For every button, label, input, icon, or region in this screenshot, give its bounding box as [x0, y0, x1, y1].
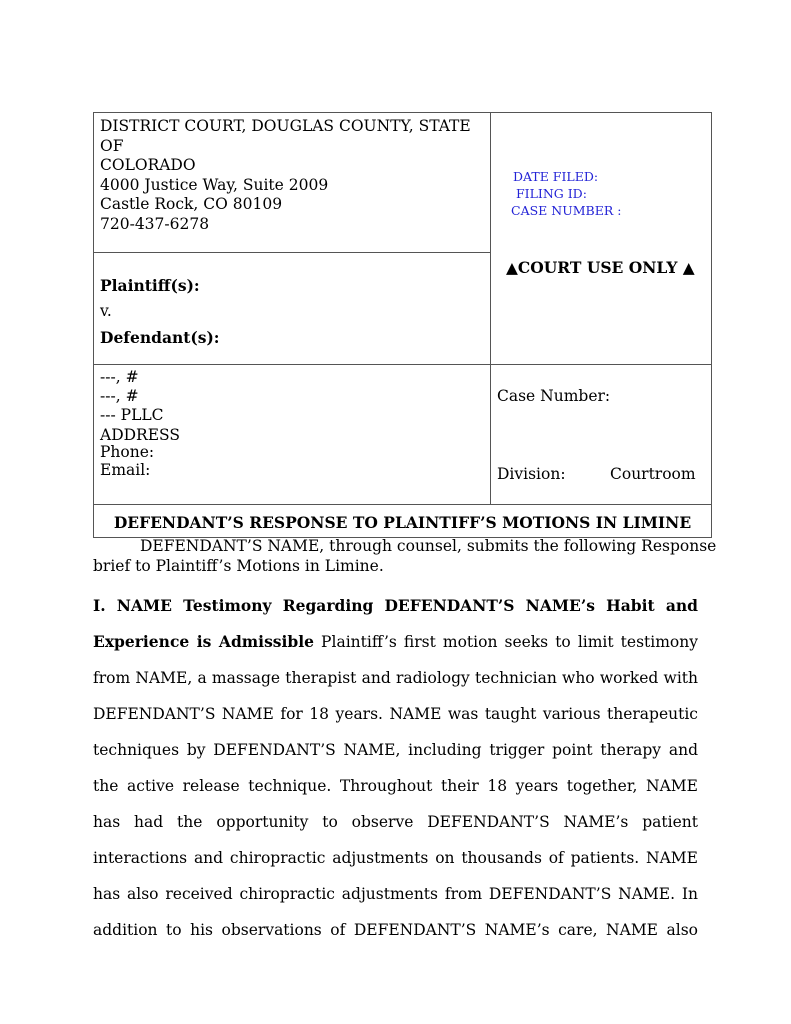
section-heading-line-1: I. NAME Testimony Regarding DEFENDANT’S NAME’s Habit and	[93, 596, 698, 615]
paragraph-line-5: has had the opportunity to observe DEFENDANT’S NAME’s patient	[93, 813, 698, 831]
paragraph-line-8: addition to his observations of DEFENDANT’S NAME’s care, NAME also	[93, 921, 698, 939]
caption-row-divider-3	[94, 504, 711, 505]
attorney-address: ADDRESS	[100, 425, 180, 444]
section-heading-rest: Plaintiff’s first motion seeks to limit testimony	[314, 633, 698, 651]
attorney-email: Email:	[100, 461, 151, 479]
case-number-label: Case Number:	[497, 387, 611, 405]
court-use-only: ▲COURT USE ONLY ▲	[506, 258, 695, 277]
attorney-phone: Phone:	[100, 443, 155, 461]
document-title: DEFENDANT’S RESPONSE TO PLAINTIFF’S MOTIONS IN LIMINE	[113, 513, 692, 532]
court-phone: 720-437-6278	[100, 214, 210, 233]
paragraph-line-6: interactions and chiropractic adjustments on thousands of patients. NAME	[93, 849, 698, 867]
section-heading-line-2	[93, 632, 698, 668]
court-line-1: DISTRICT COURT, DOUGLAS COUNTY, STATE	[100, 117, 471, 135]
versus: v.	[100, 302, 112, 320]
paragraph-line-1: from NAME, a massage therapist and radiology technician who worked with	[93, 669, 698, 687]
attorney-line-2: ---, #	[100, 387, 139, 405]
court-city: Castle Rock, CO 80109	[100, 195, 283, 213]
attorney-line-1: ---, #	[100, 368, 139, 386]
court-line-3: COLORADO	[100, 156, 196, 174]
caption-row-divider-2	[94, 364, 711, 365]
section-heading-bold: Experience is Admissible	[93, 632, 314, 651]
intro-line-1: DEFENDANT’S NAME, through counsel, submits the following Response	[140, 537, 717, 555]
court-address: 4000 Justice Way, Suite 2009	[100, 175, 329, 194]
filing-id-label: FILING ID:	[516, 186, 587, 201]
defendant-label: Defendant(s):	[100, 328, 220, 347]
plaintiff-label: Plaintiff(s):	[100, 276, 200, 295]
court-line-2: OF	[100, 136, 124, 155]
caption-column-divider	[490, 113, 491, 504]
case-number-stamp-label: CASE NUMBER :	[511, 203, 622, 218]
paragraph-line-3: techniques by DEFENDANT’S NAME, including trigger point therapy and	[93, 741, 698, 759]
attorney-firm: --- PLLC	[100, 406, 164, 424]
case-caption-table	[93, 112, 712, 538]
paragraph-line-7: has also received chiropractic adjustments from DEFENDANT’S NAME. In	[93, 885, 698, 903]
section-one	[93, 596, 698, 956]
courtroom-label: Courtroom	[610, 465, 696, 483]
caption-row-divider-1	[94, 252, 490, 253]
division-label: Division:	[497, 465, 566, 483]
paragraph-line-4: the active release technique. Throughout their 18 years together, NAME	[93, 777, 698, 795]
intro-line-2: brief to Plaintiff’s Motions in Limine.	[93, 557, 384, 575]
date-filed-label: DATE FILED:	[513, 169, 599, 184]
paragraph-line-2: DEFENDANT’S NAME for 18 years. NAME was taught various therapeutic	[93, 705, 698, 723]
